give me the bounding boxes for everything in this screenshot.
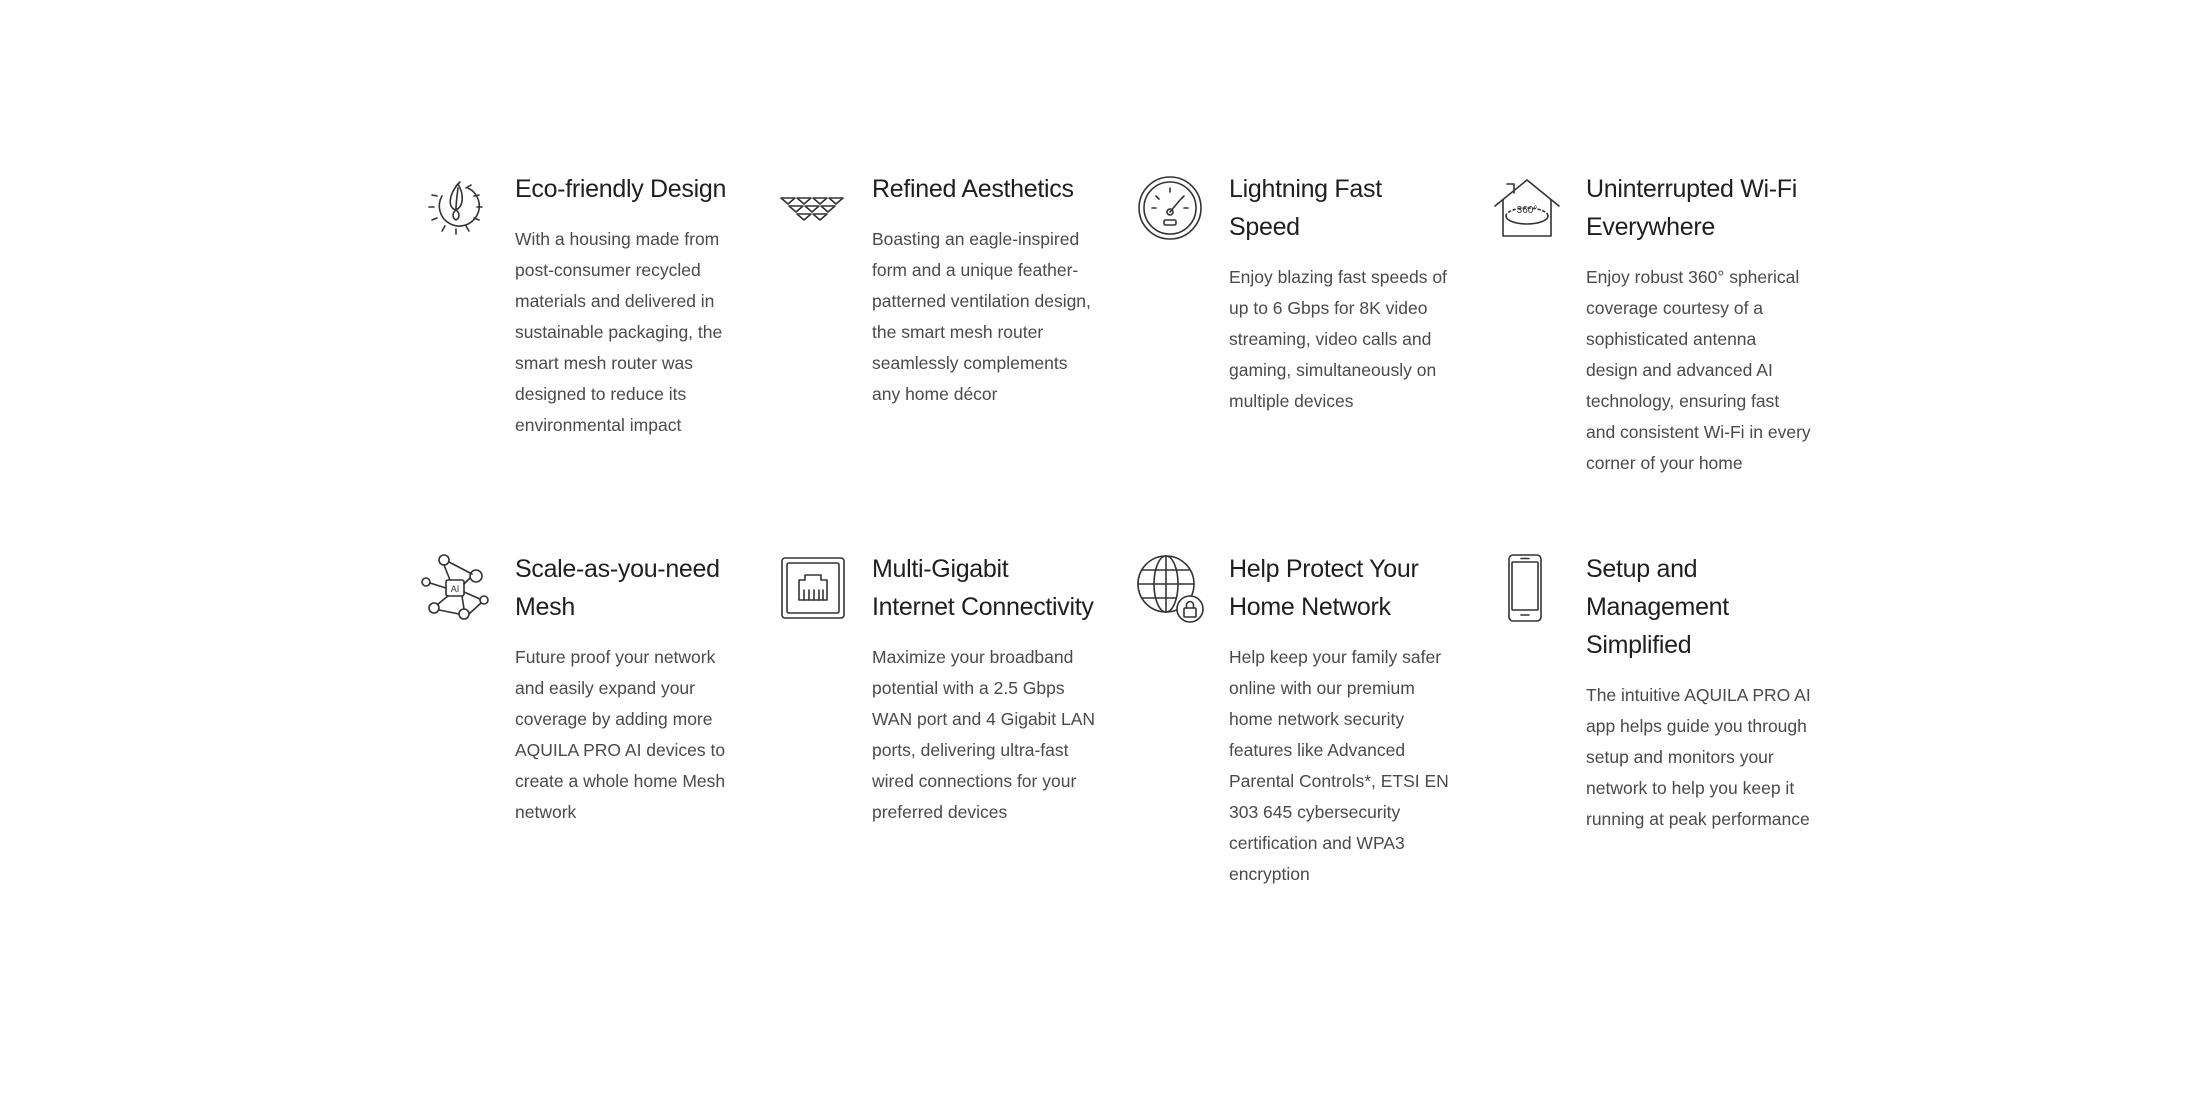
ai-mesh-network-icon-label: AI xyxy=(450,584,460,594)
feature-description: Enjoy robust 360° spherical coverage courtesy of a sophisticated antenna design and advanced AI technology, ensuring fast and consistent Wi-Fi in every corner of your home xyxy=(1586,267,1811,473)
feature-multi-gigabit xyxy=(777,550,1134,930)
eco-leaf-gear-icon xyxy=(420,172,492,244)
feature-scale-mesh xyxy=(420,550,777,930)
feature-setup-management xyxy=(1491,550,1848,930)
speedometer-icon xyxy=(1134,172,1206,244)
feature-description: Boasting an eagle-inspired form and a unique feather-patterned ventilation design, the smart mesh router seamlessly complements any home décor xyxy=(872,229,1091,404)
feature-description: With a housing made from post-consumer recycled materials and delivered in sustainable packaging, the smart mesh router was designed to reduce its environmental impact xyxy=(515,229,723,435)
feature-title: Help Protect Your Home Network xyxy=(1229,555,1419,621)
ai-mesh-network-icon xyxy=(420,552,492,624)
feature-title: Lightning Fast Speed xyxy=(1229,175,1382,241)
feature-description: Future proof your network and easily expand your coverage by adding more AQUILA PRO AI devices to create a whole home Mesh network xyxy=(515,647,726,822)
feature-title: Eco-friendly Design xyxy=(515,175,727,203)
feature-title: Setup and Management Simplified xyxy=(1586,555,1729,659)
feature-refined-aesthetics xyxy=(777,170,1134,550)
feature-description: Enjoy blazing fast speeds of up to 6 Gbps for 8K video streaming, video calls and gaming, simultaneously on multiple devices xyxy=(1229,267,1447,411)
feather-pattern-icon xyxy=(777,172,849,244)
feature-title: Uninterrupted Wi-Fi Everywhere xyxy=(1586,175,1798,241)
feature-description: Help keep your family safer online with our premium home network security features like Advanced Parental Controls*, ETSI EN 303 645 cybersecurity certification and WPA3 encryption xyxy=(1229,647,1449,884)
feature-description: Maximize your broadband potential with a 2.5 Gbps WAN port and 4 Gigabit LAN ports, delivering ultra-fast wired connections for your preferred devices xyxy=(872,647,1096,822)
feature-title: Refined Aesthetics xyxy=(872,175,1074,203)
house-360-icon-label: 360° xyxy=(1516,205,1538,216)
feature-title: Multi-Gigabit Internet Connectivity xyxy=(872,555,1094,621)
house-360-icon xyxy=(1491,172,1563,244)
feature-title: Scale-as-you-need Mesh xyxy=(515,555,720,621)
ethernet-port-icon xyxy=(777,552,849,624)
features-grid xyxy=(420,170,1820,930)
feature-lightning-fast-speed xyxy=(1134,170,1491,550)
feature-description: The intuitive AQUILA PRO AI app helps guide you through setup and monitors your network to help you keep it running at peak performance xyxy=(1586,685,1811,829)
globe-lock-icon xyxy=(1134,552,1206,624)
feature-protect-network xyxy=(1134,550,1491,930)
smartphone-icon xyxy=(1491,552,1563,624)
feature-eco-friendly-design xyxy=(420,170,777,550)
feature-uninterrupted-wifi xyxy=(1491,170,1848,550)
